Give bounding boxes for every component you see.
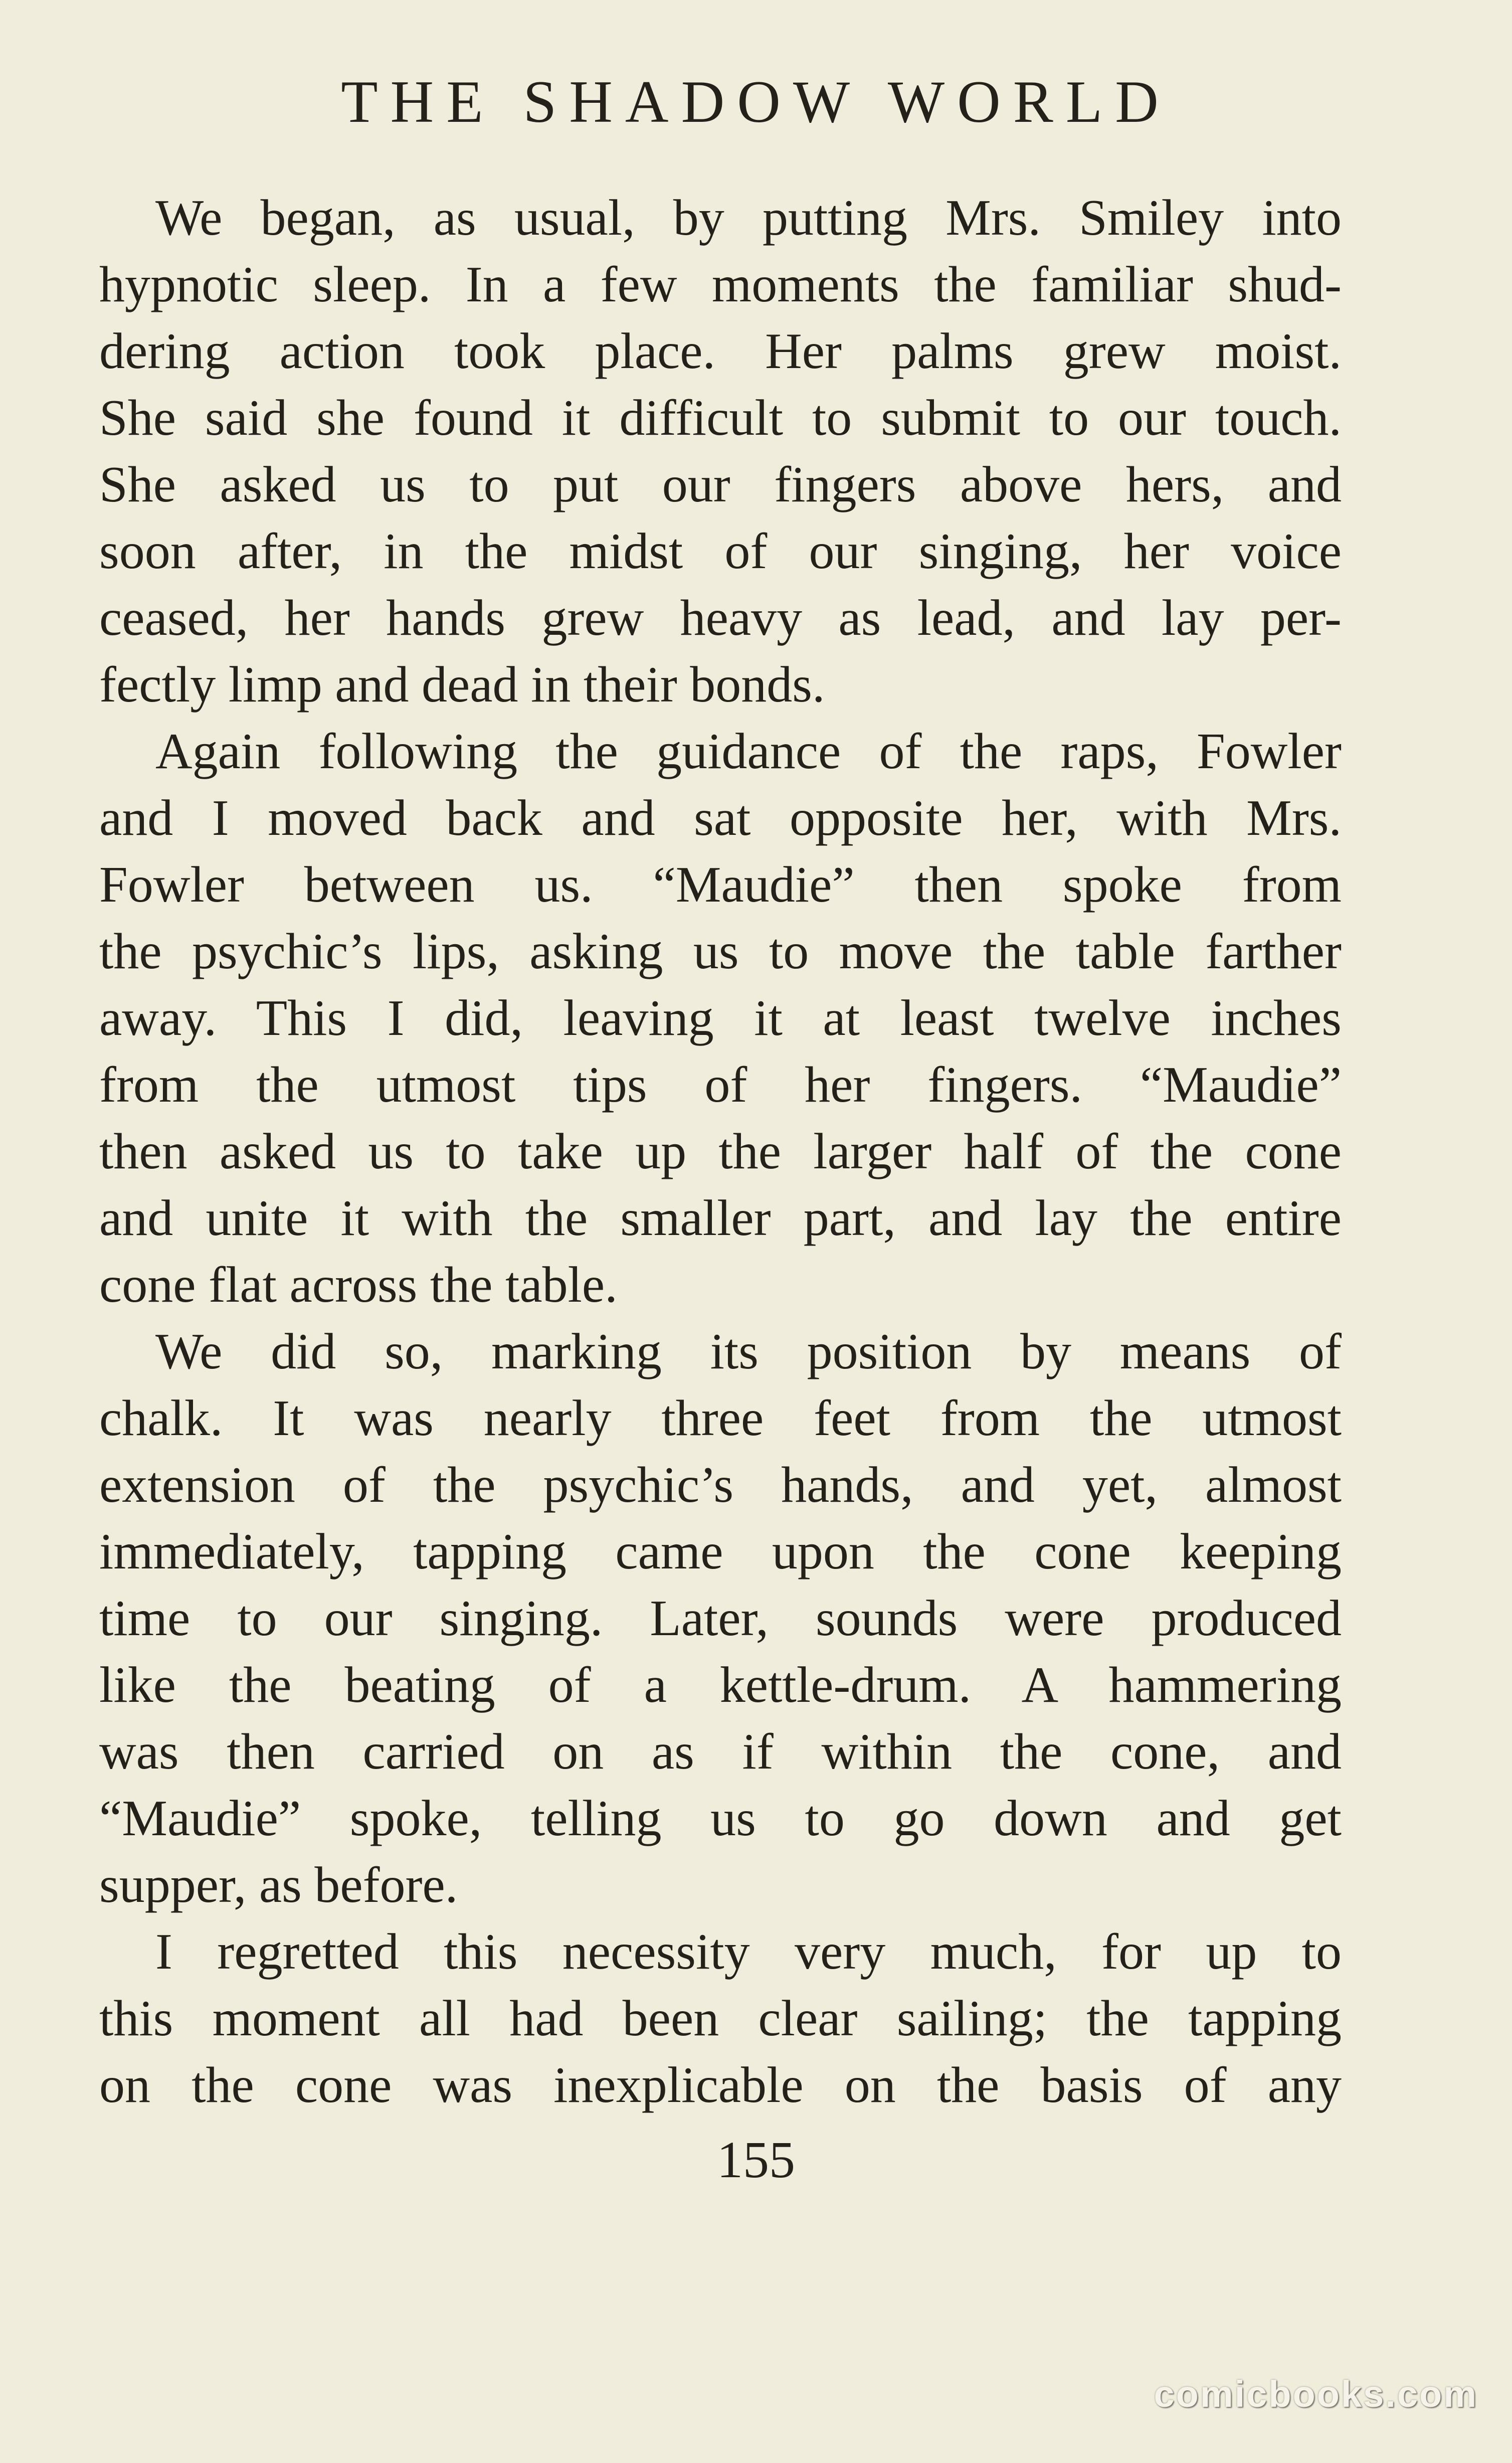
- text-line: She asked us to put our fingers above hers, and: [99, 456, 1342, 513]
- paragraph-2: [99, 718, 1342, 1318]
- paragraph-4: [99, 1918, 1342, 2119]
- text-line: then asked us to take up the larger half of the cone: [99, 1123, 1342, 1180]
- text-line: soon after, in the midst of our singing, her voice: [99, 523, 1342, 580]
- text-line: this moment all had been clear sailing; the tapping: [99, 1990, 1342, 2047]
- watermark: comicbooks.com: [1154, 2373, 1478, 2415]
- text-line: and I moved back and sat opposite her, with Mrs.: [99, 790, 1342, 846]
- text-line: We did so, marking its position by means of: [155, 1323, 1342, 1380]
- text-line: We began, as usual, by putting Mrs. Smiley into: [155, 190, 1342, 246]
- text-line: “Maudie” spoke, telling us to go down and get: [99, 1790, 1342, 1847]
- text-line: cone flat across the table.: [99, 1257, 618, 1313]
- text-line: dering action took place. Her palms grew moist.: [99, 323, 1342, 380]
- text-line: supper, as before.: [99, 1857, 458, 1913]
- text-line: hypnotic sleep. In a few moments the familiar shud-: [99, 256, 1342, 313]
- text-line: Again following the guidance of the raps, Fowler: [155, 723, 1342, 780]
- body-text: [99, 185, 1342, 2119]
- paragraph-1: [99, 185, 1342, 718]
- paragraph-3: [99, 1318, 1342, 1918]
- text-line: on the cone was inexplicable on the basis of any: [99, 2057, 1342, 2114]
- text-line: Fowler between us. “Maudie” then spoke from: [99, 856, 1342, 913]
- text-line: chalk. It was nearly three feet from the utmost: [99, 1390, 1342, 1447]
- text-line: time to our singing. Later, sounds were produced: [99, 1590, 1342, 1647]
- text-line: was then carried on as if within the cone, and: [99, 1723, 1342, 1780]
- page-number: 155: [717, 2131, 795, 2189]
- text-line: away. This I did, leaving it at least twelve inches: [99, 990, 1342, 1046]
- text-line: I regretted this necessity very much, for up to: [155, 1923, 1342, 1980]
- text-line: the psychic’s lips, asking us to move the table farther: [99, 923, 1342, 980]
- text-line: She said she found it difficult to submit to our touch.: [99, 390, 1342, 446]
- text-line: immediately, tapping came upon the cone keeping: [99, 1523, 1342, 1580]
- text-line: like the beating of a kettle-drum. A hammering: [99, 1657, 1342, 1713]
- running-head: THE SHADOW WORLD: [341, 68, 1171, 135]
- text-line: from the utmost tips of her fingers. “Maudie”: [99, 1057, 1342, 1113]
- text-line: ceased, her hands grew heavy as lead, and lay per-: [99, 590, 1342, 646]
- text-line: fectly limp and dead in their bonds.: [99, 656, 825, 713]
- text-line: and unite it with the smaller part, and lay the entire: [99, 1190, 1342, 1247]
- text-line: extension of the psychic’s hands, and yet, almost: [99, 1457, 1342, 1513]
